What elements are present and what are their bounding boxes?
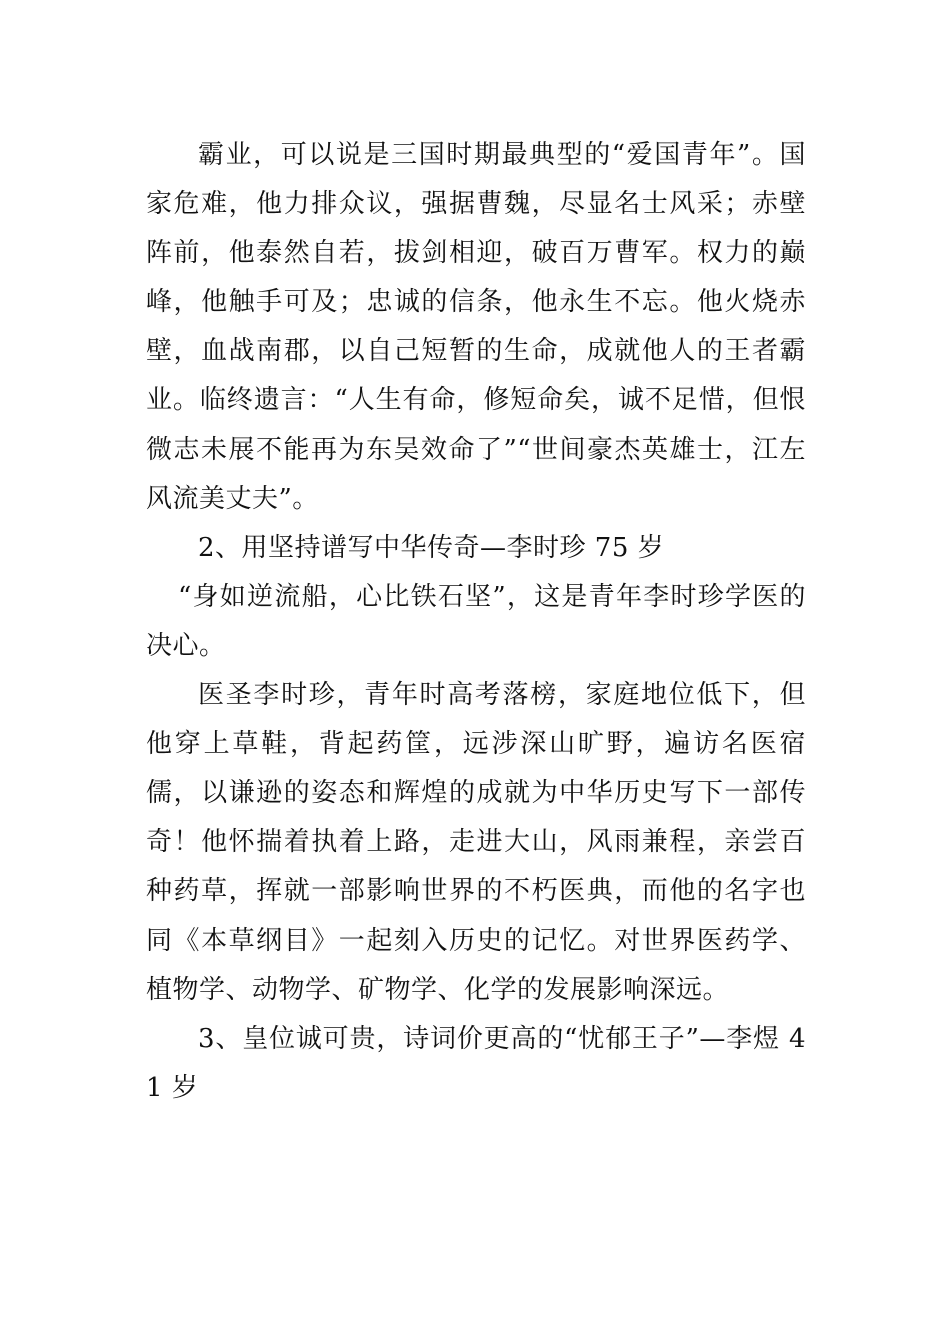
paragraph-li-shizhen-quote: “身如逆流船，心比铁石坚”，这是青年李时珍学医的决心。 [146,581,806,661]
paragraph-zhou-yu-summary: 霸业，可以说是三国时期最典型的“爱国青年”。国家危难，他力排众议，强据曹魏，尽显名士风采；赤壁阵前，他泰然自若，拔剑相迎，破百万曹军。权力的巅峰，他触手可及；忠诚的信条，他永生不忘。他火烧赤壁，血战南郡，以自己短暂的生命，成就他人的王者霸业。临终遗言：“人生有命，修短命矣，诚不足惜，但恨微志未展不能再为东吴效命了”“世间豪杰英雄士，江左风流美丈夫”。 [146,140,806,514]
heading-li-yu: 3、皇位诚可贵，诗词价更高的“忧郁王子”—李煜 41 岁 [146,1023,806,1103]
body-text [146,131,806,1113]
paragraph-li-shizhen-story: 医圣李时珍，青年时高考落榜，家庭地位低下，但他穿上草鞋，背起药筐，远涉深山旷野，遍访名医宿儒，以谦逊的姿态和辉煌的成就为中华历史写下一部传奇！他怀揣着执着上路，走进大山，风雨兼程，亲尝百种药草，挥就一部影响世界的不朽医典，而他的名字也同《本草纲目》一起刻入历史的记忆。对世界医药学、植物学、动物学、矿物学、化学的发展影响深远。 [146,680,806,1005]
heading-li-shizhen: 2、用坚持谱写中华传奇—李时珍 75 岁 [198,532,665,563]
